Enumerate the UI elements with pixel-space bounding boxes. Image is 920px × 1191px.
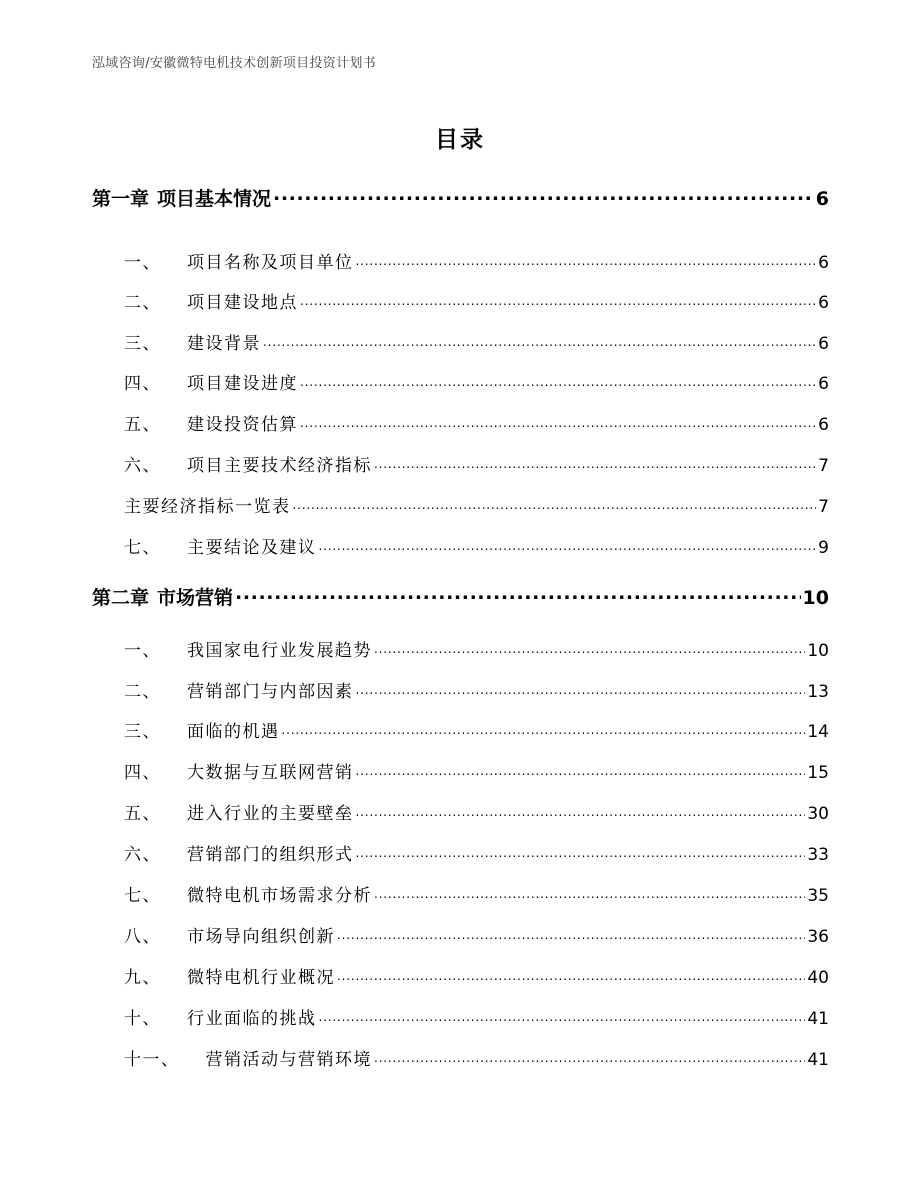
toc-section-2-6[interactable]	[124, 840, 829, 868]
toc-leader-dots	[374, 639, 805, 656]
toc-section-1-7[interactable]	[124, 533, 829, 561]
toc-leader-dots	[263, 332, 816, 349]
toc-page-number: 41	[807, 1009, 829, 1029]
toc-section-1-5[interactable]	[124, 410, 829, 438]
toc-page-number: 30	[807, 804, 829, 824]
toc-page-number: 35	[807, 886, 829, 906]
toc-entry-label: 七、 微特电机市场需求分析	[124, 886, 372, 906]
toc-page-number: 14	[807, 722, 829, 742]
toc-section-2-2[interactable]	[124, 677, 829, 705]
toc-page-number: 7	[818, 497, 829, 517]
toc-entry-label: 六、 项目主要技术经济指标	[124, 456, 372, 476]
toc-entry-label: 主要经济指标一览表	[124, 497, 291, 517]
toc-leader-dots	[356, 802, 806, 819]
toc-entry-label: 一、 项目名称及项目单位	[124, 253, 354, 273]
toc-section-2-8[interactable]	[124, 922, 829, 950]
toc-section-2-4[interactable]	[124, 758, 829, 786]
toc-page-number: 6	[818, 374, 829, 394]
toc-section-1-6[interactable]	[124, 451, 829, 479]
toc-page-number: 33	[807, 845, 829, 865]
toc-entry-label: 七、 主要结论及建议	[124, 538, 317, 558]
toc-section-1-2[interactable]	[124, 288, 829, 316]
toc-entry-label: 第一章 项目基本情况	[92, 188, 272, 210]
page-title: 目录	[435, 127, 485, 153]
toc-page-number: 6	[818, 415, 829, 435]
toc-leader-dots	[300, 413, 816, 430]
toc-entry-label: 二、 项目建设地点	[124, 293, 298, 313]
toc-entry-label: 四、 项目建设进度	[124, 374, 298, 394]
toc-page-number: 15	[807, 763, 829, 783]
toc-chapter-1[interactable]	[92, 184, 829, 216]
running-header: 泓域咨询/安徽微特电机技术创新项目投资计划书	[92, 56, 376, 71]
toc-page-number: 10	[802, 587, 829, 609]
toc-leader-dots	[356, 761, 806, 778]
toc-leader-dots	[235, 585, 801, 604]
toc-section-1-table[interactable]	[124, 492, 829, 520]
toc-page-number: 7	[818, 456, 829, 476]
toc-section-2-11[interactable]	[124, 1045, 829, 1073]
toc-section-1-4[interactable]	[124, 369, 829, 397]
toc-page-number: 9	[818, 538, 829, 558]
toc-section-2-10[interactable]	[124, 1004, 829, 1032]
toc-entry-label: 六、 营销部门的组织形式	[124, 845, 354, 865]
toc-leader-dots	[374, 884, 805, 901]
toc-page-number: 13	[807, 682, 829, 702]
toc-entry-label: 十、 行业面临的挑战	[124, 1009, 317, 1029]
toc-entry-label: 三、 面临的机遇	[124, 722, 280, 742]
toc-section-1-1[interactable]	[124, 248, 829, 276]
toc-page-number: 6	[815, 188, 829, 210]
toc-leader-dots	[337, 966, 805, 983]
toc-section-2-7[interactable]	[124, 881, 829, 909]
toc-entry-label: 九、 微特电机行业概况	[124, 968, 335, 988]
toc-page-number: 6	[818, 253, 829, 273]
toc-leader-dots	[273, 186, 814, 205]
toc-section-2-5[interactable]	[124, 799, 829, 827]
toc-leader-dots	[356, 843, 806, 860]
toc-leader-dots	[374, 454, 816, 471]
toc-leader-dots	[337, 925, 805, 942]
toc-entry-label: 一、 我国家电行业发展趋势	[124, 641, 372, 661]
toc-entry-label: 第二章 市场营销	[92, 587, 234, 609]
toc-page-number: 36	[807, 927, 829, 947]
toc-entry-label: 十一、 营销活动与营销环境	[124, 1050, 372, 1070]
toc-entry-label: 五、 进入行业的主要壁垒	[124, 804, 354, 824]
toc-entry-label: 四、 大数据与互联网营销	[124, 763, 354, 783]
toc-entry-label: 三、 建设背景	[124, 334, 261, 354]
toc-section-1-3[interactable]	[124, 329, 829, 357]
toc-page-number: 10	[807, 641, 829, 661]
toc-leader-dots	[282, 720, 806, 737]
toc-section-2-9[interactable]	[124, 963, 829, 991]
toc-leader-dots	[319, 536, 817, 553]
toc-leader-dots	[293, 495, 817, 512]
toc-leader-dots	[300, 372, 816, 389]
toc-entry-label: 二、 营销部门与内部因素	[124, 682, 354, 702]
toc-page-number: 41	[807, 1050, 829, 1070]
toc-leader-dots	[300, 291, 816, 308]
toc-page-number: 6	[818, 293, 829, 313]
toc-page-number: 40	[807, 968, 829, 988]
toc-section-2-1[interactable]	[124, 636, 829, 664]
toc-page-number: 6	[818, 334, 829, 354]
toc-leader-dots	[319, 1007, 806, 1024]
toc-leader-dots	[356, 251, 817, 268]
toc-entry-label: 八、 市场导向组织创新	[124, 927, 335, 947]
toc-chapter-2[interactable]	[92, 583, 829, 615]
toc-section-2-3[interactable]	[124, 717, 829, 745]
toc-leader-dots	[374, 1048, 805, 1065]
toc-leader-dots	[356, 680, 806, 697]
toc-entry-label: 五、 建设投资估算	[124, 415, 298, 435]
